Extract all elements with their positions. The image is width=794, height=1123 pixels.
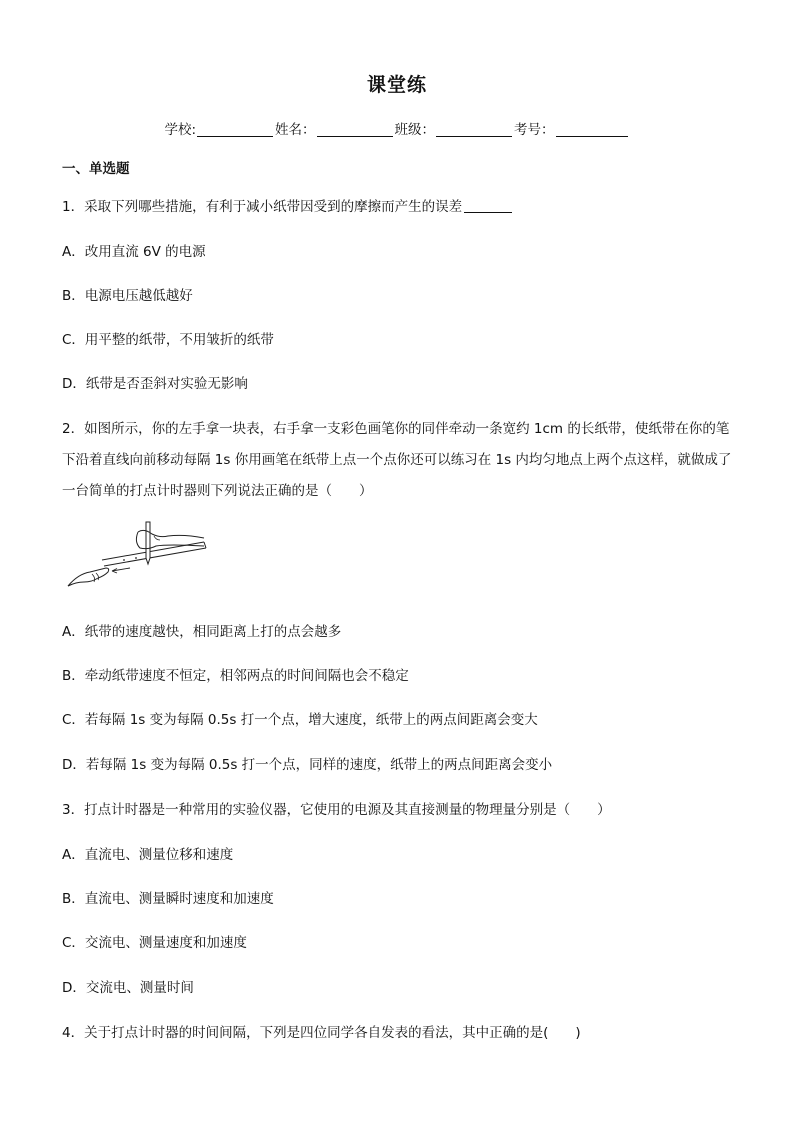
number-blank[interactable]: [556, 122, 628, 137]
q3-option-b: B．直流电、测量瞬时速度和加速度: [62, 891, 274, 907]
page-title: 课堂练: [366, 74, 427, 96]
answer-blank[interactable]: [464, 199, 512, 213]
question-1-stem: [62, 199, 512, 215]
class-blank[interactable]: [436, 122, 512, 137]
q2-option-d: D．若每隔 1s 变为每隔 0.5s 打一个点，同样的速度，纸带上的两点间距离会变小: [62, 757, 553, 773]
question-4-stem: 4．关于打点计时器的时间间隔，下列是四位同学各自发表的看法，其中正确的是( ): [62, 1025, 581, 1041]
school-label: 学校:: [164, 122, 197, 138]
q2-option-c: C．若每隔 1s 变为每隔 0.5s 打一个点，增大速度，纸带上的两点间距离会变大: [62, 712, 538, 728]
q1-option-a: A．改用直流 6V 的电源: [62, 244, 206, 260]
q2-option-b: B．牵动纸带速度不恒定，相邻两点的时间间隔也会不稳定: [62, 668, 409, 684]
name-label: 姓名：: [275, 122, 316, 138]
school-blank[interactable]: [197, 122, 273, 137]
question-2-line-3: 一台简单的打点计时器则下列说法正确的是（ ）: [62, 483, 373, 499]
q1-option-d: D．纸带是否歪斜对实验无影响: [62, 376, 248, 392]
class-label: 班级：: [394, 122, 436, 138]
q3-option-d: D．交流电、测量时间: [62, 980, 194, 996]
q1-option-b: B．电源电压越低越好: [62, 288, 193, 304]
question-3-stem: 3．打点计时器是一种常用的实验仪器，它使用的电源及其直接测量的物理量分别是（ ）: [62, 802, 611, 818]
question-1-text: 1．采取下列哪些措施，有利于减小纸带因受到的摩擦而产生的误差: [62, 199, 463, 215]
number-label: 考号：: [514, 122, 555, 138]
q3-option-c: C．交流电、测量速度和加速度: [62, 935, 247, 951]
hand-pen-paper-tape-figure: [64, 520, 214, 610]
q2-option-a: A．纸带的速度越快，相同距离上打的点会越多: [62, 624, 342, 640]
question-2-line-1: 2．如图所示，你的左手拿一块表，右手拿一支彩色画笔你的同伴牵动一条宽约 1cm 的长纸带，使纸带在你的笔: [62, 421, 730, 437]
question-2-line-2: 下沿着直线向前移动每隔 1s 你用画笔在纸带上点一个点你还可以练习在 1s 内均匀地点上两个点这样，就做成了: [62, 452, 732, 468]
q1-option-c: C．用平整的纸带，不用皱折的纸带: [62, 332, 274, 348]
section-heading: 一、单选题: [62, 161, 130, 177]
q3-option-a: A．直流电、测量位移和速度: [62, 847, 234, 863]
name-blank[interactable]: [317, 122, 393, 137]
student-info-line: [0, 118, 794, 138]
